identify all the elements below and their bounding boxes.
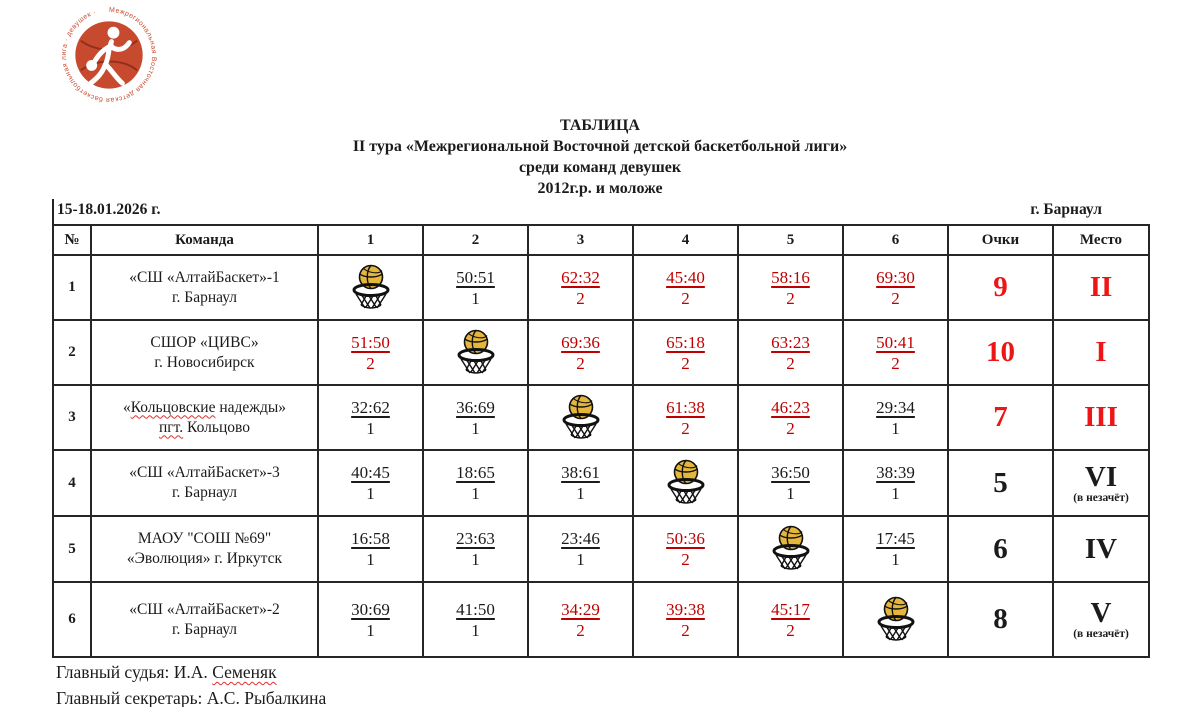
team-name-line2: г. Новосибирск bbox=[154, 353, 255, 371]
game-points: 2 bbox=[681, 620, 690, 640]
column-header: Команда bbox=[91, 225, 318, 255]
game-points: 1 bbox=[471, 484, 480, 503]
season-place bbox=[1053, 255, 1149, 320]
game-cell bbox=[843, 385, 948, 450]
team-name-line2: г. Барнаул bbox=[171, 620, 238, 638]
game-score: 62:32 bbox=[561, 267, 600, 287]
column-header: 4 bbox=[633, 225, 738, 255]
column-header: № bbox=[53, 225, 91, 255]
season-points: 7 bbox=[948, 385, 1053, 450]
table-row bbox=[53, 516, 1149, 582]
game-points: 1 bbox=[366, 620, 375, 640]
place-roman-numeral: I bbox=[1095, 336, 1107, 368]
game-score: 50:41 bbox=[876, 332, 915, 352]
place-roman-numeral: VI bbox=[1084, 460, 1118, 493]
game-score: 51:50 bbox=[351, 332, 390, 352]
tournament-city: г. Барнаул bbox=[1030, 201, 1102, 218]
game-cell bbox=[633, 385, 738, 450]
basketball-hoop-icon bbox=[634, 458, 737, 508]
game-score: 36:69 bbox=[456, 397, 495, 417]
game-points: 1 bbox=[786, 484, 795, 503]
game-cell bbox=[318, 516, 423, 582]
game-score: 41:50 bbox=[456, 599, 495, 619]
team-name-line2: «Эволюция» г. Иркутск bbox=[126, 550, 283, 567]
officials-footer bbox=[56, 659, 326, 707]
game-cell bbox=[528, 385, 633, 450]
team-name-cell bbox=[91, 320, 318, 385]
game-cell bbox=[423, 255, 528, 320]
game-cell bbox=[738, 450, 843, 516]
game-points: 2 bbox=[786, 353, 795, 373]
game-cell bbox=[843, 516, 948, 582]
column-header: 3 bbox=[528, 225, 633, 255]
game-cell bbox=[318, 255, 423, 320]
game-cell bbox=[738, 320, 843, 385]
game-points: 2 bbox=[786, 288, 795, 308]
team-name-cell bbox=[91, 255, 318, 320]
game-points: 2 bbox=[891, 353, 900, 373]
game-points: 1 bbox=[471, 550, 480, 569]
game-points: 2 bbox=[681, 288, 690, 308]
game-cell bbox=[738, 582, 843, 657]
season-points: 5 bbox=[948, 450, 1053, 516]
chief-referee-line: Главный судья: И.А. Семеняк bbox=[56, 662, 277, 682]
game-points: 2 bbox=[681, 550, 690, 569]
column-header: 5 bbox=[738, 225, 843, 255]
game-score: 38:39 bbox=[876, 463, 915, 482]
game-score: 23:63 bbox=[456, 529, 495, 548]
row-number: 3 bbox=[53, 385, 91, 450]
game-points: 2 bbox=[576, 620, 585, 640]
team-name-cell bbox=[91, 582, 318, 657]
game-points: 2 bbox=[366, 353, 375, 373]
season-place bbox=[1053, 320, 1149, 385]
game-cell bbox=[738, 255, 843, 320]
document-title bbox=[0, 115, 1200, 199]
game-points: 1 bbox=[471, 418, 480, 438]
results-tbody bbox=[53, 255, 1149, 657]
chief-secretary-line: Главный секретарь: А.С. Рыбалкина bbox=[56, 688, 327, 707]
place-roman-numeral: II bbox=[1089, 271, 1113, 303]
team-name-line2: г. Барнаул bbox=[171, 288, 238, 306]
game-points: 2 bbox=[576, 353, 585, 373]
basketball-hoop-icon bbox=[739, 524, 842, 574]
game-points: 1 bbox=[576, 550, 585, 569]
game-cell bbox=[843, 450, 948, 516]
game-score: 63:23 bbox=[771, 332, 810, 352]
place-roman-numeral: IV bbox=[1084, 532, 1118, 565]
game-points: 1 bbox=[891, 550, 900, 569]
game-score: 32:62 bbox=[351, 397, 390, 417]
league-emblem bbox=[57, 3, 161, 107]
team-name-line1: СШОР «ЦИВС» bbox=[150, 333, 259, 351]
game-cell bbox=[528, 516, 633, 582]
season-place bbox=[1053, 450, 1149, 516]
season-place bbox=[1053, 385, 1149, 450]
game-score: 45:17 bbox=[771, 599, 810, 619]
basketball-hoop-icon bbox=[424, 328, 527, 378]
game-score: 58:16 bbox=[771, 267, 810, 287]
game-cell bbox=[633, 255, 738, 320]
game-points: 2 bbox=[681, 418, 690, 438]
game-points: 1 bbox=[366, 418, 375, 438]
game-points: 1 bbox=[366, 484, 375, 503]
game-cell bbox=[528, 582, 633, 657]
game-cell bbox=[318, 385, 423, 450]
game-points: 2 bbox=[891, 288, 900, 308]
game-points: 1 bbox=[366, 550, 375, 569]
game-score: 23:46 bbox=[561, 529, 600, 548]
table-row bbox=[53, 385, 1149, 450]
season-points: 9 bbox=[948, 255, 1053, 320]
game-points: 1 bbox=[891, 484, 900, 503]
header-row bbox=[53, 225, 1149, 255]
game-score: 61:38 bbox=[666, 397, 705, 417]
team-name-cell bbox=[91, 516, 318, 582]
game-score: 29:34 bbox=[876, 397, 915, 417]
column-header: 2 bbox=[423, 225, 528, 255]
game-cell bbox=[843, 582, 948, 657]
table-row bbox=[53, 582, 1149, 657]
game-cell bbox=[423, 320, 528, 385]
place-note: (в незачёт) bbox=[1073, 491, 1129, 504]
table-row bbox=[53, 320, 1149, 385]
season-points: 6 bbox=[948, 516, 1053, 582]
team-name-line1: «СШ «АлтайБаскет»-2 bbox=[129, 600, 280, 618]
game-points: 1 bbox=[576, 484, 585, 503]
row-number: 6 bbox=[53, 582, 91, 657]
game-score: 46:23 bbox=[771, 397, 810, 417]
game-score: 16:58 bbox=[351, 529, 390, 548]
game-cell bbox=[528, 255, 633, 320]
season-place bbox=[1053, 582, 1149, 657]
game-score: 30:69 bbox=[351, 599, 390, 619]
basketball-hoop-icon bbox=[844, 595, 947, 645]
meta-row bbox=[52, 199, 1148, 224]
title-line-4: 2012г.р. и моложе bbox=[537, 180, 663, 197]
game-points: 2 bbox=[786, 418, 795, 438]
game-points: 1 bbox=[471, 620, 480, 640]
table-row bbox=[53, 450, 1149, 516]
row-number: 4 bbox=[53, 450, 91, 516]
game-cell bbox=[423, 582, 528, 657]
game-cell bbox=[738, 516, 843, 582]
game-cell bbox=[528, 450, 633, 516]
row-number: 2 bbox=[53, 320, 91, 385]
game-cell bbox=[843, 320, 948, 385]
team-name-line2: г. Барнаул bbox=[171, 484, 238, 501]
game-score: 39:38 bbox=[666, 599, 705, 619]
game-cell bbox=[738, 385, 843, 450]
place-roman-numeral: V bbox=[1090, 597, 1112, 629]
season-points: 10 bbox=[948, 320, 1053, 385]
game-cell bbox=[318, 582, 423, 657]
title-line-2: II тура «Межрегиональной Восточной детской баскетбольной лиги» bbox=[352, 138, 848, 155]
title-line-3: среди команд девушек bbox=[518, 159, 682, 176]
column-header: Очки bbox=[948, 225, 1053, 255]
season-place bbox=[1053, 516, 1149, 582]
game-cell bbox=[423, 450, 528, 516]
team-name-line1: МАОУ "СОШ №69" bbox=[137, 530, 272, 547]
tournament-dates: 15-18.01.2026 г. bbox=[57, 201, 161, 218]
game-score: 17:45 bbox=[876, 529, 915, 548]
game-points: 2 bbox=[576, 288, 585, 308]
game-cell bbox=[633, 516, 738, 582]
table-row bbox=[53, 255, 1149, 320]
team-name-line1: «Кольцовские надежды» bbox=[122, 398, 287, 416]
basketball-hoop-icon bbox=[529, 393, 632, 443]
game-cell bbox=[423, 385, 528, 450]
game-score: 38:61 bbox=[561, 463, 600, 482]
game-points: 2 bbox=[681, 353, 690, 373]
logo-ring-text: Межрегиональная Восточная детская баскетбольная лига · девушек · bbox=[60, 6, 158, 104]
game-score: 69:36 bbox=[561, 332, 600, 352]
basketball-hoop-icon bbox=[319, 263, 422, 313]
team-name-line2: пгт. Кольцово bbox=[159, 418, 250, 436]
game-points: 1 bbox=[471, 288, 480, 308]
column-header: 6 bbox=[843, 225, 948, 255]
team-name-cell bbox=[91, 450, 318, 516]
game-score: 65:18 bbox=[666, 332, 705, 352]
game-cell bbox=[528, 320, 633, 385]
league-emblem-icon bbox=[57, 3, 161, 107]
results-table bbox=[52, 224, 1150, 658]
game-score: 34:29 bbox=[561, 599, 600, 619]
game-score: 40:45 bbox=[351, 463, 390, 482]
game-score: 45:40 bbox=[666, 267, 705, 287]
place-note: (в незачёт) bbox=[1073, 628, 1129, 640]
place-roman-numeral: III bbox=[1084, 401, 1118, 433]
game-points: 1 bbox=[891, 418, 900, 438]
column-header: Место bbox=[1053, 225, 1149, 255]
game-cell bbox=[423, 516, 528, 582]
game-score: 18:65 bbox=[456, 463, 495, 482]
game-points: 2 bbox=[786, 620, 795, 640]
game-cell bbox=[318, 320, 423, 385]
game-cell bbox=[843, 255, 948, 320]
team-name-line1: «СШ «АлтайБаскет»-3 bbox=[129, 464, 280, 481]
season-points: 8 bbox=[948, 582, 1053, 657]
game-cell bbox=[633, 582, 738, 657]
game-score: 36:50 bbox=[771, 463, 810, 482]
game-cell bbox=[633, 450, 738, 516]
game-score: 50:36 bbox=[666, 529, 705, 548]
column-header: 1 bbox=[318, 225, 423, 255]
row-number: 1 bbox=[53, 255, 91, 320]
game-cell bbox=[633, 320, 738, 385]
team-name-line1: «СШ «АлтайБаскет»-1 bbox=[129, 268, 280, 286]
game-score: 69:30 bbox=[876, 267, 915, 287]
title-line-1: ТАБЛИЦА bbox=[560, 117, 640, 134]
game-cell bbox=[318, 450, 423, 516]
game-score: 50:51 bbox=[456, 267, 495, 287]
team-name-cell bbox=[91, 385, 318, 450]
row-number: 5 bbox=[53, 516, 91, 582]
